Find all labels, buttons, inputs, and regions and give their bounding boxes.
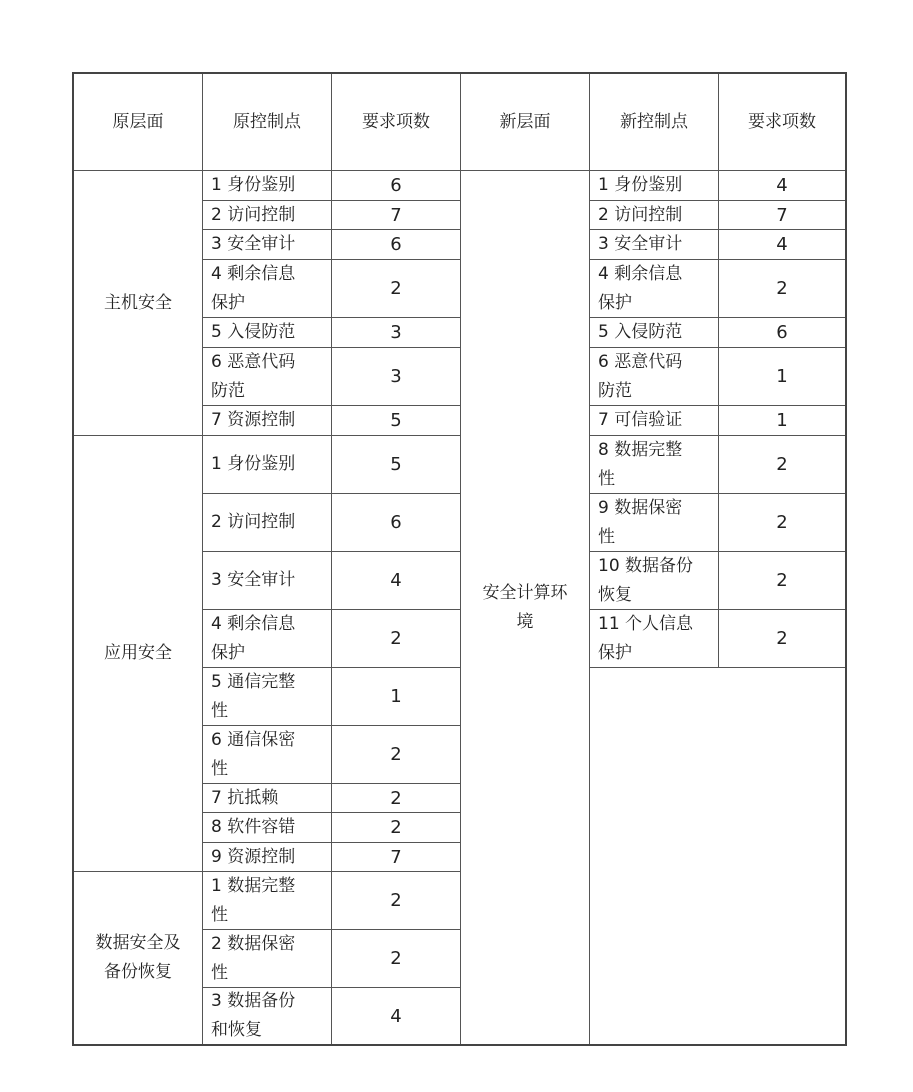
old-control-text: 9 资源控制 bbox=[211, 846, 296, 867]
old-layer-text: 应用安全 bbox=[104, 643, 172, 663]
old-count-cell bbox=[332, 872, 461, 930]
old-layer-host-security bbox=[74, 171, 203, 436]
old-control-cell bbox=[203, 171, 332, 201]
header-old-count-text: 要求项数 bbox=[362, 111, 430, 132]
old-control-text: 5 通信完整 性 bbox=[211, 671, 296, 721]
old-count-cell bbox=[332, 201, 461, 230]
old-count-text: 6 bbox=[390, 175, 402, 196]
old-count-text: 6 bbox=[390, 234, 402, 255]
header-old-layer bbox=[74, 74, 203, 171]
old-control-cell bbox=[203, 813, 332, 843]
old-control-cell bbox=[203, 230, 332, 260]
new-control-cell bbox=[590, 610, 719, 668]
new-count-cell bbox=[719, 318, 845, 348]
new-count-text: 7 bbox=[776, 204, 788, 226]
new-count-cell bbox=[719, 610, 845, 668]
new-control-cell bbox=[590, 436, 719, 494]
old-count-text: 2 bbox=[390, 628, 402, 649]
new-control-text: 7 可信验证 bbox=[598, 410, 683, 430]
new-control-cell bbox=[590, 171, 719, 201]
new-control-cell bbox=[590, 406, 719, 436]
old-count-text: 3 bbox=[390, 322, 402, 343]
new-count-text: 2 bbox=[776, 570, 788, 591]
header-new-layer-text: 新层面 bbox=[499, 111, 551, 132]
new-count-cell bbox=[719, 436, 845, 494]
new-count-cell bbox=[719, 494, 845, 552]
comparison-table bbox=[72, 72, 847, 1046]
old-control-cell bbox=[203, 436, 332, 494]
old-count-text: 6 bbox=[390, 512, 402, 533]
new-control-cell bbox=[590, 260, 719, 318]
old-control-text: 6 恶意代码 防范 bbox=[211, 351, 296, 401]
new-control-text: 4 剩余信息 保护 bbox=[598, 263, 683, 313]
old-count-cell bbox=[332, 610, 461, 668]
header-new-count-text: 要求项数 bbox=[748, 111, 816, 132]
old-count-cell bbox=[332, 260, 461, 318]
old-control-text: 2 数据保密 性 bbox=[211, 933, 296, 983]
old-layer-app-security bbox=[74, 436, 203, 872]
old-count-cell bbox=[332, 726, 461, 784]
old-count-cell bbox=[332, 494, 461, 552]
old-control-text: 7 抗抵赖 bbox=[211, 787, 279, 808]
old-layer-data-security bbox=[74, 872, 203, 1044]
old-control-cell bbox=[203, 406, 332, 436]
old-control-cell bbox=[203, 784, 332, 813]
new-count-text: 6 bbox=[776, 322, 788, 343]
new-count-text: 2 bbox=[776, 454, 788, 475]
old-control-text: 3 安全审计 bbox=[211, 570, 296, 590]
old-control-text: 2 访问控制 bbox=[211, 512, 296, 532]
new-control-cell bbox=[590, 348, 719, 406]
old-count-cell bbox=[332, 552, 461, 610]
old-control-text: 4 剩余信息 保护 bbox=[211, 613, 296, 663]
old-count-cell bbox=[332, 406, 461, 436]
old-count-cell bbox=[332, 988, 461, 1044]
header-old-control-text: 原控制点 bbox=[233, 111, 301, 132]
new-count-text: 2 bbox=[776, 278, 788, 299]
old-control-cell bbox=[203, 988, 332, 1044]
new-control-text: 5 入侵防范 bbox=[598, 322, 683, 342]
new-control-cell bbox=[590, 552, 719, 610]
old-control-cell bbox=[203, 348, 332, 406]
old-count-text: 2 bbox=[390, 744, 402, 765]
new-control-cell bbox=[590, 230, 719, 260]
old-control-text: 4 剩余信息 保护 bbox=[211, 263, 296, 313]
new-count-cell bbox=[719, 406, 845, 436]
old-count-cell bbox=[332, 230, 461, 260]
new-count-text: 4 bbox=[776, 175, 788, 196]
old-count-text: 2 bbox=[390, 817, 402, 838]
header-new-count bbox=[719, 74, 845, 171]
new-control-text: 1 身份鉴别 bbox=[598, 175, 683, 195]
header-new-layer bbox=[461, 74, 590, 171]
new-control-text: 8 数据完整 性 bbox=[598, 440, 683, 489]
old-control-cell bbox=[203, 201, 332, 230]
old-control-text: 3 数据备份 和恢复 bbox=[211, 991, 296, 1040]
old-control-text: 1 数据完整 性 bbox=[211, 875, 296, 925]
old-control-cell bbox=[203, 610, 332, 668]
new-count-cell bbox=[719, 201, 845, 230]
old-control-text: 1 身份鉴别 bbox=[211, 454, 296, 474]
old-control-text: 3 安全审计 bbox=[211, 234, 296, 254]
new-control-text: 11 个人信息 保护 bbox=[598, 614, 694, 663]
new-count-text: 2 bbox=[776, 628, 788, 649]
old-count-text: 2 bbox=[390, 890, 402, 911]
new-layer-text: 安全计算环 境 bbox=[482, 582, 568, 632]
old-control-cell bbox=[203, 494, 332, 552]
new-count-cell bbox=[719, 230, 845, 260]
old-control-text: 1 身份鉴别 bbox=[211, 175, 296, 195]
new-count-text: 1 bbox=[776, 410, 788, 431]
new-count-cell bbox=[719, 260, 845, 318]
old-count-cell bbox=[332, 813, 461, 843]
old-control-text: 7 资源控制 bbox=[211, 410, 296, 430]
header-old-layer-text: 原层面 bbox=[112, 111, 164, 132]
new-count-text: 1 bbox=[776, 366, 788, 387]
old-control-text: 8 软件容错 bbox=[211, 817, 296, 837]
new-count-cell bbox=[719, 348, 845, 406]
new-layer-compute-env bbox=[461, 171, 590, 1044]
old-count-cell bbox=[332, 930, 461, 988]
old-control-cell bbox=[203, 872, 332, 930]
new-count-text: 4 bbox=[776, 234, 788, 255]
old-control-cell bbox=[203, 318, 332, 348]
header-old-count bbox=[332, 74, 461, 171]
old-control-cell bbox=[203, 668, 332, 726]
old-count-cell bbox=[332, 171, 461, 201]
old-control-cell bbox=[203, 843, 332, 872]
old-control-cell bbox=[203, 260, 332, 318]
old-count-text: 5 bbox=[390, 454, 402, 475]
old-control-text: 6 通信保密 性 bbox=[211, 729, 296, 779]
new-control-cell bbox=[590, 318, 719, 348]
header-new-control bbox=[590, 74, 719, 171]
old-control-cell bbox=[203, 930, 332, 988]
empty-cell bbox=[590, 668, 845, 1044]
old-control-text: 2 访问控制 bbox=[211, 204, 296, 225]
old-layer-text: 主机安全 bbox=[104, 292, 172, 313]
old-control-cell bbox=[203, 552, 332, 610]
old-count-text: 2 bbox=[390, 278, 402, 299]
old-count-text: 4 bbox=[390, 1005, 402, 1027]
new-count-cell bbox=[719, 171, 845, 201]
old-count-cell bbox=[332, 348, 461, 406]
new-control-text: 9 数据保密 性 bbox=[598, 498, 683, 547]
old-count-text: 7 bbox=[390, 846, 402, 868]
new-control-text: 2 访问控制 bbox=[598, 204, 683, 225]
old-count-text: 3 bbox=[390, 366, 402, 387]
old-count-text: 1 bbox=[390, 686, 402, 707]
new-count-text: 2 bbox=[776, 512, 788, 533]
old-count-text: 2 bbox=[390, 948, 402, 969]
old-layer-text: 数据安全及 备份恢复 bbox=[95, 933, 181, 982]
old-count-cell bbox=[332, 668, 461, 726]
new-control-cell bbox=[590, 494, 719, 552]
header-new-control-text: 新控制点 bbox=[620, 111, 688, 132]
new-control-cell bbox=[590, 201, 719, 230]
old-count-text: 7 bbox=[390, 204, 402, 226]
old-count-text: 4 bbox=[390, 570, 402, 591]
old-count-cell bbox=[332, 784, 461, 813]
header-old-control bbox=[203, 74, 332, 171]
old-count-text: 5 bbox=[390, 410, 402, 431]
new-control-text: 6 恶意代码 防范 bbox=[598, 351, 683, 401]
old-count-cell bbox=[332, 318, 461, 348]
old-count-text: 2 bbox=[390, 787, 402, 809]
old-control-text: 5 入侵防范 bbox=[211, 322, 296, 342]
new-count-cell bbox=[719, 552, 845, 610]
old-count-cell bbox=[332, 843, 461, 872]
new-control-text: 10 数据备份 恢复 bbox=[598, 556, 694, 605]
new-control-text: 3 安全审计 bbox=[598, 234, 683, 254]
old-count-cell bbox=[332, 436, 461, 494]
old-control-cell bbox=[203, 726, 332, 784]
